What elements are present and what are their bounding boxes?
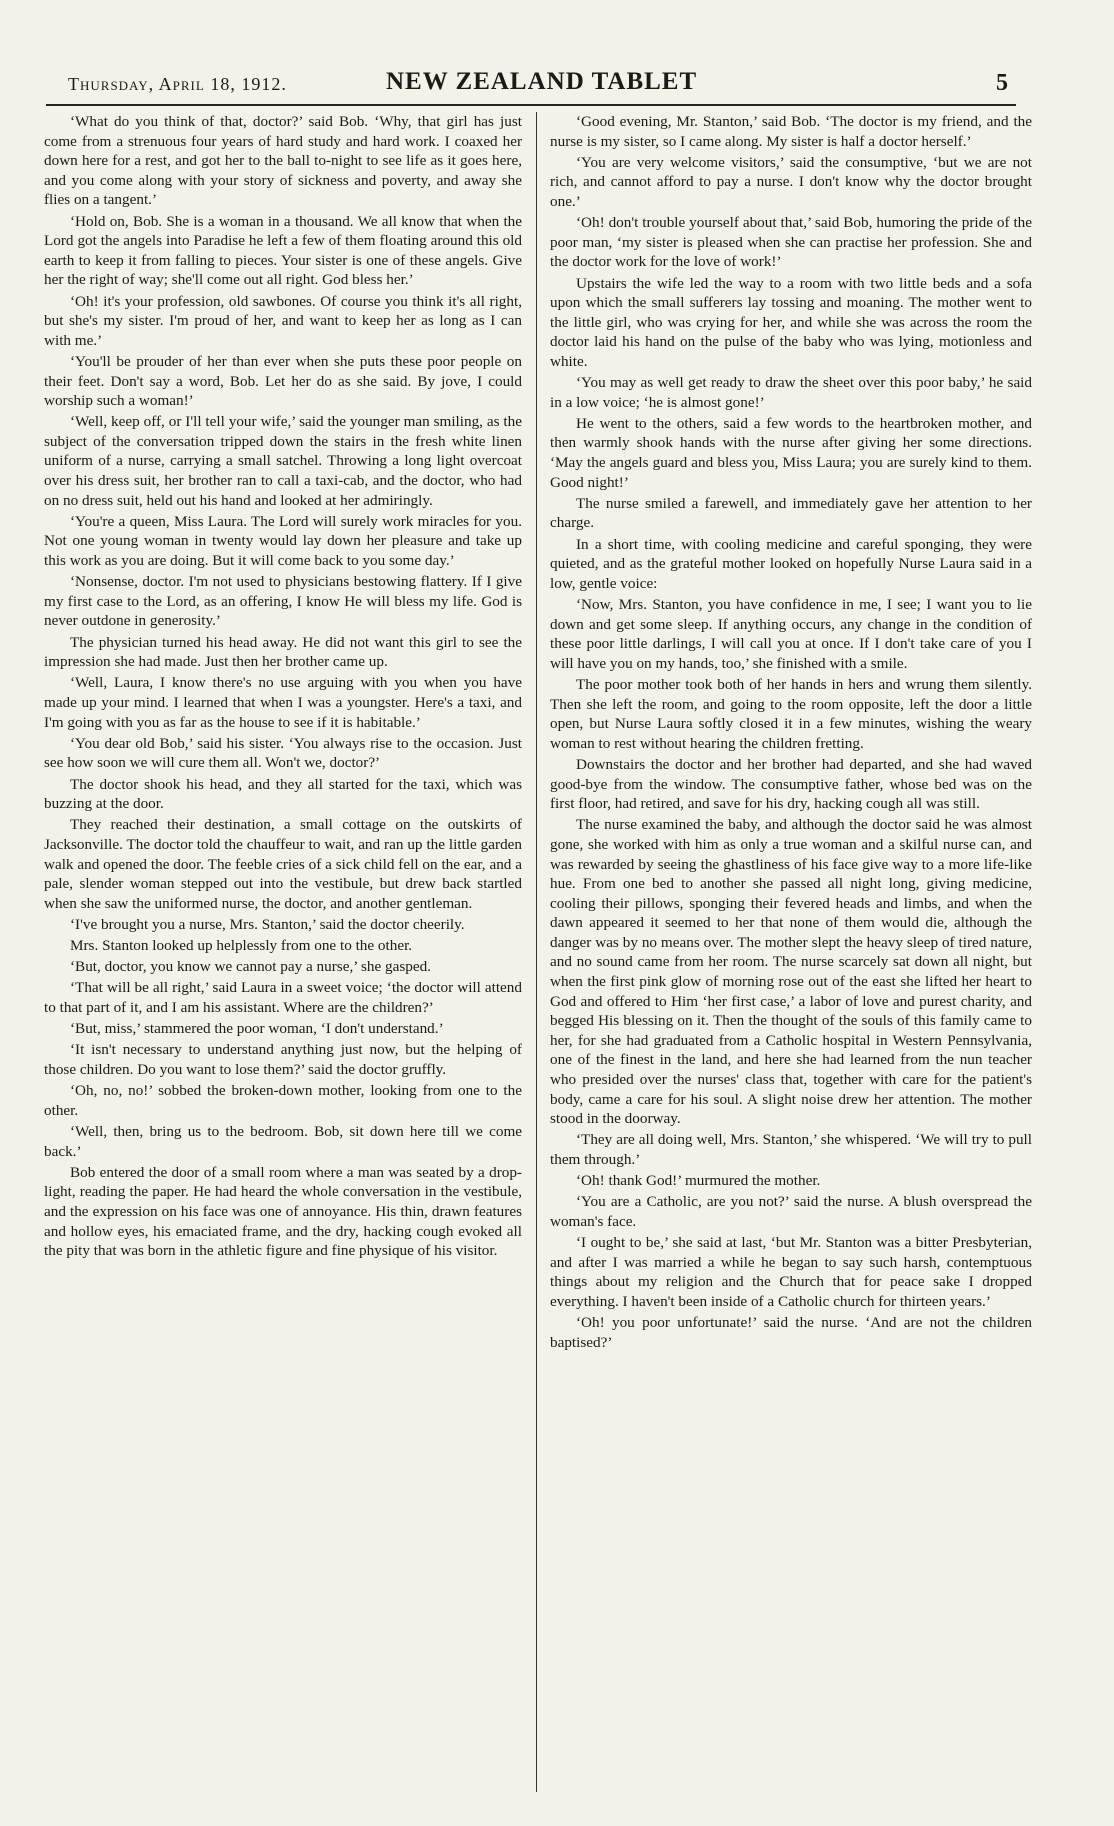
paragraph: ‘You may as well get ready to draw the sheet over this poor baby,’ he said in a low voice; ‘he is almost gone!’ <box>550 374 1032 411</box>
paragraph: ‘But, miss,’ stammered the poor woman, ‘I don't understand.’ <box>70 1020 444 1038</box>
newspaper-title: NEW ZEALAND TABLET <box>386 68 698 95</box>
paragraph: ‘Well, Laura, I know there's no use arguing with you when you have made up your mind. I learned that when I was a youngster. Here's a taxi, and I'm going with you as far as the house to see if it is habitable.’ <box>44 674 522 731</box>
paragraph: Bob entered the door of a small room where a man was seated by a drop-light, reading the paper. He had heard the whole conversation in the vestibule, and the expression on his face was one of annoyance. His thin, drawn features and hollow eyes, his emaciated frame, and the dry, hacking cough evoked all the pity that was born in the athletic figure and fine physique of his visitor. <box>44 1163 522 1260</box>
header-rule <box>46 104 1016 106</box>
paragraph: ‘Good evening, Mr. Stanton,’ said Bob. ‘The doctor is my friend, and the nurse is my sister, so I came along. My sister is half a doctor herself.’ <box>550 113 1032 150</box>
paragraph: ‘Oh! thank God!’ murmured the mother. <box>576 1172 821 1190</box>
issue-date: Thursday, April 18, 1912. <box>68 74 287 94</box>
paragraph: In a short time, with cooling medicine and careful sponging, they were quieted, and as the grateful mother looked on hopefully Nurse Laura said in a low, gentle voice: <box>550 535 1032 592</box>
paragraph: ‘But, doctor, you know we cannot pay a nurse,’ she gasped. <box>70 958 431 976</box>
paragraph: ‘They are all doing well, Mrs. Stanton,’ she whispered. ‘We will try to pull them through.’ <box>550 1131 1032 1168</box>
paragraph: ‘Oh! you poor unfortunate!’ said the nurse. ‘And are not the children baptised?’ <box>550 1314 1032 1351</box>
paragraph: ‘It isn't necessary to understand anything just now, but the helping of those children. Do you want to lose them?’ said the doctor gruffly. <box>44 1041 522 1078</box>
paragraph: ‘That will be all right,’ said Laura in a sweet voice; ‘the doctor will attend to that part of it, and I am his assistant. Where are the children?’ <box>44 979 522 1017</box>
paragraph: ‘You'll be prouder of her than ever when she puts these poor people on their feet. Don't say a word, Bob. Let her do as she said. By jove, I could worship such a woman!’ <box>44 352 522 410</box>
paragraph: ‘Oh! don't trouble yourself about that,’ said Bob, humoring the pride of the poor man, ‘my sister is pleased when she can practise her profession. She and the doctor work for the love of work!’ <box>550 214 1032 271</box>
paragraph: ‘Well, then, bring us to the bedroom. Bob, sit down here till we come back.’ <box>44 1122 522 1160</box>
paragraph: They reached their destination, a small cottage on the outskirts of Jacksonville. The doctor told the chauffeur to wait, and ran up the little garden walk and opened the door. The feeble cries of a sick child fell on the ear, and a pale, slender woman stepped out into the vestibule, but drew back startled when she saw the uniformed nurse, the doctor, and another gentleman. <box>44 816 522 912</box>
paragraph: He went to the others, said a few words to the heartbroken mother, and then warmly shook hands with the nurse after giving her some directions. ‘May the angels guard and bless you, Miss Laura; you are surely kind to them. Good night!’ <box>550 414 1032 491</box>
paragraph: The nurse smiled a farewell, and immediately gave her attention to her charge. <box>550 494 1032 532</box>
paragraph: ‘Now, Mrs. Stanton, you have confidence in me, I see; I want you to lie down and get some sleep. If anything occurs, any change in the condition of these poor little darlings, I will call you at once. If I don't take care of you I will have you on my hands, too,’ she finished with a smile. <box>550 596 1032 672</box>
paragraph: The poor mother took both of her hands in hers and wrung them silently. Then she left the room, and going to the room opposite, left the door a little open, but Nurse Laura softly closed it in a few minutes, wishing the weary woman to rest without hearing the children fretting. <box>550 675 1032 752</box>
paragraph: Mrs. Stanton looked up helplessly from one to the other. <box>70 937 413 955</box>
paragraph: ‘Well, keep off, or I'll tell your wife,’ said the younger man smiling, as the subject of the conversation tripped down the stairs in the fresh white linen uniform of a nurse, carrying a small satchel. Throwing a long light overcoat over his dress suit, her brother ran to call a taxi-cab, and the doctor, who had on no dress suit, held out his hand and looked at her admiringly. <box>44 413 522 509</box>
paragraph: ‘Nonsense, doctor. I'm not used to physicians bestowing flattery. If I give my first case to the Lord, as an offering, I know He will bless my life. God is never outdone in generosity.’ <box>44 573 522 630</box>
page-header <box>46 66 1016 106</box>
paragraph: ‘You dear old Bob,’ said his sister. ‘You always rise to the occasion. Just see how soon we will cure them all. Won't we, doctor?’ <box>44 734 522 772</box>
column-divider <box>536 112 537 1792</box>
paragraph: ‘What do you think of that, doctor?’ said Bob. ‘Why, that girl has just come from a strenuous four years of hard study and hard work. I coaxed her down here for a rest, and got her to the ball to-night to see life as it goes here, and you come along with your story of sickness and poverty, and away she flies on a tangent.’ <box>44 113 522 209</box>
paragraph: Downstairs the doctor and her brother had departed, and she had waved good-bye from the window. The consumptive father, whose bed was on the first floor, had retired, and save for his dry, hacking cough all was still. <box>550 755 1032 813</box>
paragraph: ‘I ought to be,’ she said at last, ‘but Mr. Stanton was a bitter Presbyterian, and after I was married a while he began to say such harsh, contemptuous things about my religion and the Church that for peace sake I dropped everything. I haven't been inside of a Catholic church for thirteen years.’ <box>550 1234 1032 1310</box>
paragraph: Upstairs the wife led the way to a room with two little beds and a sofa upon which the small sufferers lay tossing and moaning. The mother went to the little girl, who was crying for her, and while she was across the room the doctor laid his hand on the pulse of the baby who was lying, motionless and white. <box>550 274 1032 370</box>
paragraph: ‘I've brought you a nurse, Mrs. Stanton,’ said the doctor cheerily. <box>70 915 465 933</box>
paragraph: ‘Hold on, Bob. She is a woman in a thousand. We all know that when the Lord got the angels into Paradise he left a few of them floating around this old earth to keep it from falling to pieces. Your sister is one of these angels. Give her the right of way; she'll come out all right. God bless her.’ <box>44 212 522 289</box>
left-column <box>44 112 522 1262</box>
page-number: 5 <box>996 70 1008 96</box>
paragraph: ‘You are a Catholic, are you not?’ said the nurse. A blush overspread the woman's face. <box>550 1193 1032 1230</box>
paragraph: ‘You are very welcome visitors,’ said the consumptive, ‘but we are not rich, and cannot afford to pay a nurse. I don't know why the doctor brought one.’ <box>550 153 1032 210</box>
paragraph: The doctor shook his head, and they all started for the taxi, which was buzzing at the door. <box>44 775 522 813</box>
paragraph: ‘Oh, no, no!’ sobbed the broken-down mother, looking from one to the other. <box>44 1082 522 1119</box>
paragraph: The nurse examined the baby, and although the doctor said he was almost gone, she worked with him as only a true woman and a skilful nurse can, and was rewarded by seeing the ghastliness of his face give way to a more life-like hue. From one bed to another she passed all night long, giving medicine, cooling their pillows, sponging their fevered heads and limbs, and when the dawn appeared it seemed to her that none of them would die, although the danger was by no means over. The mother slept the heavy sleep of tired nature, and no sound came from her room. The nurse scarcely sat down all night, but when the first pink glow of morning rose out of the east she lifted her heart to God and offered to Him ‘her first case,’ a labor of love and purest charity, and begged His blessing on it. Then the thought of the souls of this family came to her, for she had graduated from a Catholic hospital in Western Pennsylvania, one of the finest in the land, and here she had learned from the nun teacher who presided over the nurses' class that, together with care for the patient's body, came a care for his soul. A slight noise drew her attention. The mother stood in the doorway. <box>550 816 1032 1128</box>
paragraph: ‘Oh! it's your profession, old sawbones. Of course you think it's all right, but she's my sister. I'm proud of her, and want to keep her as long as I can with me.’ <box>44 292 522 349</box>
paragraph: The physician turned his head away. He did not want this girl to see the impression she had made. Just then her brother came up. <box>44 633 522 671</box>
paragraph: ‘You're a queen, Miss Laura. The Lord will surely work miracles for you. Not one young woman in twenty would lay down her pleasure and take up this work as you are doing. But it will come back to you some day.’ <box>44 512 522 570</box>
right-column <box>550 112 1032 1354</box>
